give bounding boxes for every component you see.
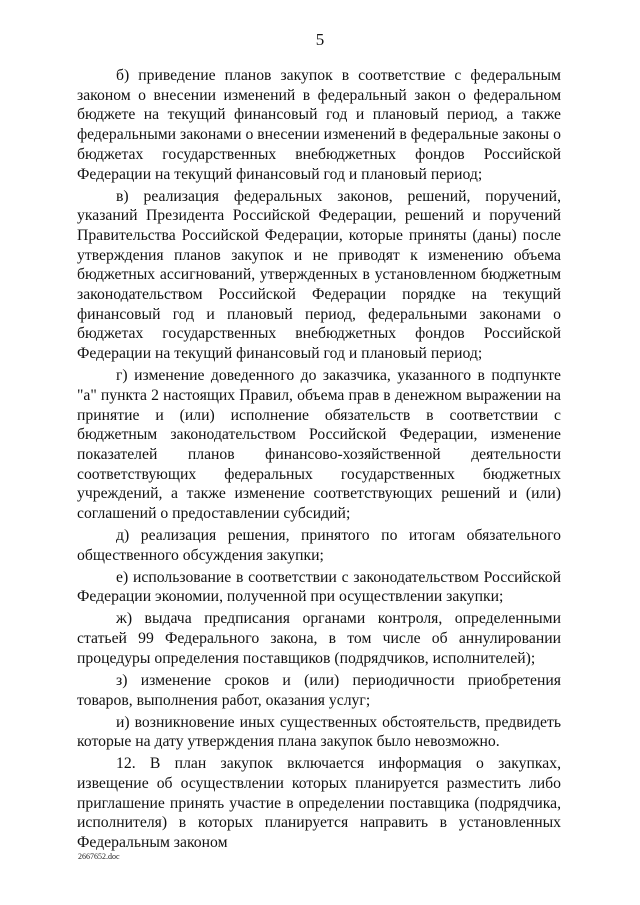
paragraph-v: в) реализация федеральных законов, решений, поручений, указаний Президента Российской Федерации, решений и поручений Правительства Российской Федерации, которые приняты (даны) после утверждения планов закупок и не приводят к изменению объема бюджетных ассигнований, утвержденных в установленном бюджетным законодательством Российской Федерации порядке на текущий финансовый год и плановый период, федеральными законами о бюджетах государственных внебюджетных фондов Российской Федерации на текущий финансовый год и плановый период;	[77, 187, 561, 363]
paragraph-z: з) изменение сроков и (или) периодичности приобретения товаров, выполнения работ, оказания услуг;	[77, 671, 561, 709]
paragraph-d: д) реализация решения, принятого по итогам обязательного общественного обсуждения закупки;	[77, 527, 561, 564]
document-body	[77, 66, 561, 855]
paragraph-b: б) приведение планов закупок в соответствие с федеральным законом о внесении изменений в федеральный закон о федеральном бюджете на текущий финансовый год и плановый период, а также федеральными законами о внесении изменений в федеральные законы о бюджетах государственных внебюджетных фондов Российской Федерации на текущий финансовый год и плановый период;	[77, 67, 561, 183]
paragraph-e: е) использование в соответствии с законодательством Российской Федерации экономии, полученной при осуществлении закупки;	[77, 568, 561, 606]
paragraph-zh: ж) выдача предписания органами контроля, определенными статьей 99 Федерального закона, в том числе об аннулировании процедуры определения поставщиков (подрядчиков, исполнителей);	[77, 610, 561, 667]
page-number: 5	[315, 30, 325, 49]
file-name-footer: 2667652.doc	[78, 852, 120, 861]
paragraph-g: г) изменение доведенного до заказчика, указанного в подпункте "а" пункта 2 настоящих Правил, объема прав в денежном выражении на принятие и (или) исполнение обязательств в соответствии с бюджетным законодательством Российской Федерации, изменение показателей планов финансово-хозяйственной деятельности соответствующих федеральных государственных бюджетных учреждений, а также изменение соответствующих решений и (или) соглашений о предоставлении субсидий;	[77, 367, 561, 523]
paragraph-i: и) возникновение иных существенных обстоятельств, предвидеть которые на дату утверждения плана закупок было невозможно.	[77, 713, 561, 751]
paragraph-12: 12. В план закупок включается информация о закупках, извещение об осуществлении которых планируется разместить либо приглашение принять участие в определении поставщика (подрядчика, исполнителя) в которых планируется направить в установленных Федеральным законом	[77, 755, 561, 852]
